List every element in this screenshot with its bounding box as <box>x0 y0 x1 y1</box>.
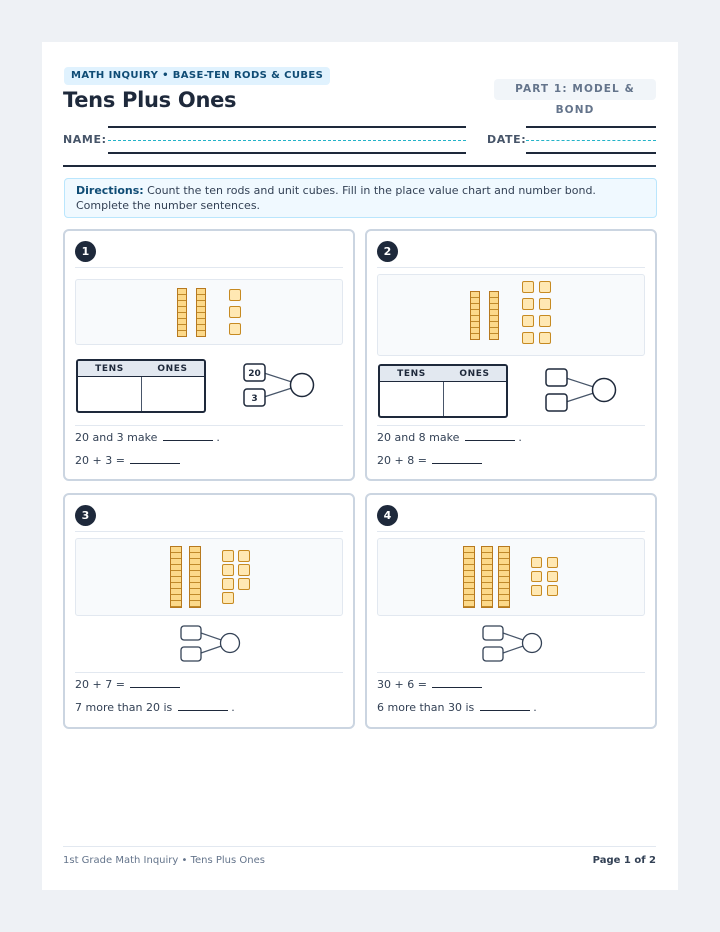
problem-card-1 <box>63 229 355 481</box>
sentence-text: 20 and 3 make <box>75 431 158 444</box>
sentence-1 <box>377 431 522 444</box>
unit-cube <box>522 315 534 327</box>
ten-rod <box>196 288 206 337</box>
sentence-text: 6 more than 30 is <box>377 701 475 714</box>
unit-cube <box>522 332 534 344</box>
unit-cube <box>222 592 234 604</box>
date-bottom-line <box>526 152 656 154</box>
problem-number-2: 2 <box>377 241 398 262</box>
number-bond-2 <box>543 364 619 416</box>
unit-cube <box>238 564 250 576</box>
sentence-end: . <box>216 431 220 444</box>
base-ten-model-4 <box>377 538 645 616</box>
answer-blank[interactable] <box>163 431 213 441</box>
ten-rod <box>470 291 480 340</box>
tens-header: TENS <box>95 364 124 374</box>
date-label: DATE: <box>487 133 527 146</box>
problem-number-4: 4 <box>377 505 398 526</box>
sentence-text: 7 more than 20 is <box>75 701 173 714</box>
number-bond-1 <box>241 359 317 411</box>
card-divider <box>75 267 343 268</box>
ones-header: ONES <box>157 364 188 374</box>
footer-rule <box>63 846 656 847</box>
bond-part-box[interactable] <box>181 626 201 640</box>
page-title: Tens Plus Ones <box>63 88 237 112</box>
unit-cube <box>229 306 241 318</box>
unit-cube <box>229 289 241 301</box>
unit-cube <box>522 298 534 310</box>
sentence-text: 20 + 3 = <box>75 454 125 467</box>
unit-cube <box>539 315 551 327</box>
directions-text: Count the ten rods and unit cubes. Fill in the place value chart and number bond. Complete the number sentences. <box>76 184 596 212</box>
answer-blank[interactable] <box>178 701 228 711</box>
answer-blank[interactable] <box>465 431 515 441</box>
sentence-2 <box>377 701 537 714</box>
sentence-2 <box>75 454 180 467</box>
unit-cube <box>547 571 558 582</box>
bond-part-box[interactable] <box>483 647 503 661</box>
problem-card-3 <box>63 493 355 729</box>
unit-cube <box>238 578 250 590</box>
card-divider <box>377 531 645 532</box>
card-divider <box>377 267 645 268</box>
bond-part-box[interactable] <box>181 647 201 661</box>
bond-value-ones: 3 <box>251 394 258 404</box>
name-top-line <box>108 126 466 128</box>
page-number: Page 1 of 2 <box>592 855 656 866</box>
name-bottom-line <box>108 152 466 154</box>
answer-blank[interactable] <box>432 454 482 464</box>
card-divider <box>75 672 343 673</box>
sentence-text: 20 + 7 = <box>75 678 125 691</box>
sentence-text: 20 + 8 = <box>377 454 427 467</box>
sentence-1 <box>75 431 220 444</box>
card-divider <box>377 425 645 426</box>
sentence-text: 30 + 6 = <box>377 678 427 691</box>
unit-cube <box>222 550 234 562</box>
card-divider <box>75 531 343 532</box>
unit-cube <box>522 281 534 293</box>
footer-title: 1st Grade Math Inquiry • Tens Plus Ones <box>63 855 265 866</box>
part-badge: PART 1: MODEL & BOND <box>494 79 656 100</box>
sentence-end: . <box>231 701 235 714</box>
bond-whole-circle[interactable] <box>291 374 314 397</box>
directions-lead: Directions: <box>76 184 144 197</box>
bond-part-box[interactable] <box>483 626 503 640</box>
directions-box <box>64 178 657 218</box>
tens-header: TENS <box>397 369 426 379</box>
answer-blank[interactable] <box>130 678 180 688</box>
name-label: NAME: <box>63 133 107 146</box>
name-field[interactable] <box>108 140 466 141</box>
number-bond-3 <box>178 623 254 675</box>
card-divider <box>75 425 343 426</box>
sentence-1 <box>377 678 482 691</box>
topic-tag: MATH INQUIRY • BASE-TEN RODS & CUBES <box>64 67 330 85</box>
ten-rod <box>189 546 201 608</box>
unit-cube <box>222 564 234 576</box>
sentence-end: . <box>518 431 522 444</box>
ones-header: ONES <box>459 369 490 379</box>
base-ten-model-1 <box>75 279 343 345</box>
unit-cube <box>229 323 241 335</box>
bond-whole-circle[interactable] <box>593 379 616 402</box>
base-ten-model-2 <box>377 274 645 356</box>
unit-cube <box>238 550 250 562</box>
date-field[interactable] <box>526 140 656 141</box>
unit-cube <box>531 557 542 568</box>
problem-number-1: 1 <box>75 241 96 262</box>
ten-rod <box>177 288 187 337</box>
ten-rod <box>170 546 182 608</box>
unit-cube <box>547 557 558 568</box>
unit-cube <box>539 281 551 293</box>
problem-card-4 <box>365 493 657 729</box>
date-top-line <box>526 126 656 128</box>
sentence-end: . <box>533 701 537 714</box>
unit-cube <box>531 585 542 596</box>
ten-rod <box>489 291 499 340</box>
worksheet-page <box>42 42 678 890</box>
header-rule <box>63 165 656 167</box>
bond-whole-circle[interactable] <box>221 634 240 653</box>
bond-part-box[interactable] <box>546 369 567 386</box>
sentence-2 <box>75 701 235 714</box>
sentence-2 <box>377 454 482 467</box>
ten-rod <box>481 546 493 608</box>
unit-cube <box>539 332 551 344</box>
problem-card-2 <box>365 229 657 481</box>
place-value-chart-1 <box>76 359 206 413</box>
answer-blank[interactable] <box>432 678 482 688</box>
unit-cube <box>547 585 558 596</box>
ten-rod <box>498 546 510 608</box>
unit-cube <box>539 298 551 310</box>
bond-value-tens: 20 <box>248 369 261 379</box>
ten-rod <box>463 546 475 608</box>
sentence-text: 20 and 8 make <box>377 431 460 444</box>
place-value-chart-2 <box>378 364 508 418</box>
chart-header <box>380 366 506 382</box>
answer-blank[interactable] <box>480 701 530 711</box>
answer-blank[interactable] <box>130 454 180 464</box>
base-ten-model-3 <box>75 538 343 616</box>
unit-cube <box>222 578 234 590</box>
sentence-1 <box>75 678 180 691</box>
bond-whole-circle[interactable] <box>523 634 542 653</box>
card-divider <box>377 672 645 673</box>
bond-part-box[interactable] <box>546 394 567 411</box>
chart-header <box>78 361 204 377</box>
unit-cube <box>531 571 542 582</box>
problem-number-3: 3 <box>75 505 96 526</box>
number-bond-4 <box>480 623 556 675</box>
